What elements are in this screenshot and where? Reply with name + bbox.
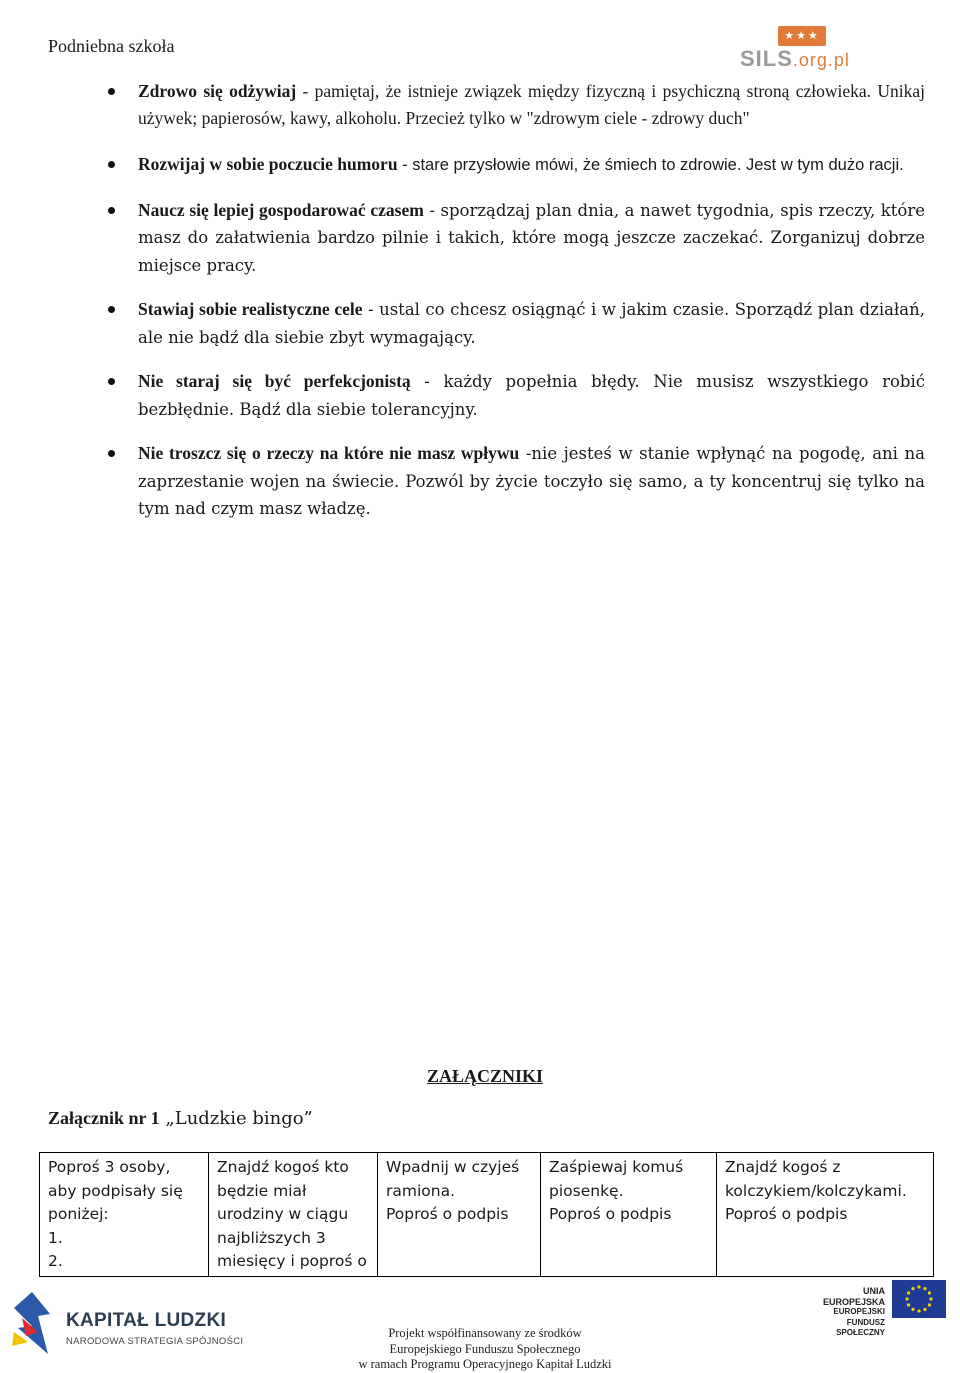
eu-star-icon — [911, 1287, 914, 1290]
page-header-title: Podniebna szkoła — [48, 36, 175, 56]
tip-heading: Nie troszcz się o rzeczy na które nie masz wpływu — [138, 443, 520, 463]
bingo-cell — [40, 1153, 209, 1277]
bingo-cell — [717, 1153, 934, 1277]
cell-line: aby podpisały się — [48, 1181, 183, 1200]
cell-line: ramiona. — [386, 1181, 456, 1200]
cell-line: Poproś o podpis — [549, 1205, 672, 1223]
cell-line: 2. — [48, 1252, 63, 1270]
funding-line: Europejskiego Funduszu Społecznego — [389, 1341, 581, 1356]
tip-item — [108, 78, 925, 131]
eu-star-icon — [905, 1297, 908, 1300]
eu-flag-icon — [892, 1280, 946, 1318]
kapital-ludzki-subtitle: NARODOWA STRATEGIA SPÓJNOŚCI — [66, 1336, 244, 1347]
bullet-icon — [108, 161, 115, 168]
cell-line: Wpadnij w czyjeś — [386, 1158, 520, 1176]
cell-line: Znajdź kogoś kto — [217, 1158, 349, 1176]
tips-list — [108, 78, 925, 540]
table-row — [40, 1153, 934, 1277]
tip-item — [108, 440, 925, 523]
cell-line: piosenkę. — [549, 1181, 624, 1200]
cell-line: Znajdź kogoś z — [725, 1158, 841, 1176]
sils-logo — [740, 24, 860, 76]
tip-text: - pamiętaj, że istnieje związek między fizyczną i psychiczną stroną człowieka. Unikaj używek; papierosów, kawy, alkoholu. Przecież tylko w "zdrowym ciele - zdrowy duch" — [138, 81, 925, 128]
bullet-icon — [108, 378, 115, 385]
attachments-title: ZAŁĄCZNIKI — [426, 1066, 544, 1086]
tip-heading: Zdrowo się odżywiaj — [138, 81, 297, 101]
cell-line: poniżej: — [48, 1205, 109, 1223]
cell-line: miesięcy i poproś o — [217, 1252, 367, 1270]
cell-line: najbliższych 3 — [217, 1228, 326, 1247]
eu-star-icon — [917, 1309, 920, 1312]
tip-heading: Nie staraj się być perfekcjonistą — [138, 371, 411, 391]
tip-heading: Rozwijaj w sobie poczucie humoru — [138, 154, 398, 174]
eu-fund-line: FUNDUSZ SPOŁECZNY — [836, 1317, 885, 1337]
attachment-label — [48, 1108, 313, 1129]
eu-star-icon — [923, 1308, 926, 1311]
bingo-cell — [209, 1153, 378, 1277]
bullet-icon — [108, 306, 115, 313]
cell-line: urodziny w ciągu — [217, 1205, 349, 1223]
kapital-ludzki-star-icon — [8, 1288, 56, 1358]
tip-text: - ustal co chcesz osiągnąć i w jakim czasie. Sporządź plan działań, ale nie bądź dla siebie zbyt wymagający. — [138, 300, 925, 347]
kapital-ludzki-logo — [8, 1288, 248, 1358]
cell-line: kolczykiem/kolczykami. — [725, 1181, 907, 1200]
eu-logo — [805, 1280, 955, 1337]
bullet-icon — [108, 88, 115, 95]
eu-star-icon — [923, 1287, 926, 1290]
logo-stars-icon: ★★★ — [778, 26, 826, 46]
tip-text: - każdy popełnia błędy. Nie musisz wszystkiego robić bezbłędnie. Bądź dla siebie tolerancyjny. — [138, 372, 925, 419]
cell-line: Poproś o podpis — [386, 1205, 509, 1223]
cell-line: Poproś o podpis — [725, 1205, 848, 1223]
tip-text: - sporządzaj plan dnia, a nawet tygodnia, spis rzeczy, które masz do załatwienia bardzo pilnie i takich, które mogą jeszcze zaczekać. Zorganizuj dobrze miejsce pracy. — [138, 200, 925, 275]
logo-domain: .org.pl — [792, 50, 850, 70]
bullet-icon — [108, 207, 115, 214]
eu-star-icon — [911, 1308, 914, 1311]
logo-text: SILS — [740, 46, 793, 71]
attachment-name: „Ludzkie bingo” — [159, 1108, 313, 1129]
cell-line: Poproś 3 osoby, — [48, 1158, 171, 1176]
tip-item — [108, 368, 925, 423]
eu-name: UNIA EUROPEJSKA — [822, 1286, 885, 1307]
eu-star-icon — [928, 1291, 931, 1294]
tip-text: - stare przysłowie mówi, że śmiech to zdrowie. Jest w tym dużo racji. — [397, 156, 904, 174]
funding-line: Projekt współfinansowany ze środków — [388, 1326, 582, 1340]
tip-item — [108, 197, 925, 280]
bingo-table — [39, 1152, 934, 1277]
attachment-number: Załącznik nr 1 — [48, 1108, 160, 1128]
eu-fund-line: EUROPEJSKI — [833, 1307, 885, 1316]
eu-star-icon — [907, 1303, 910, 1306]
tip-heading: Naucz się lepiej gospodarować czasem — [138, 199, 424, 220]
cell-line: będzie miał — [217, 1181, 307, 1200]
bullet-icon — [108, 450, 115, 457]
tip-text: -nie jesteś w stanie wpłynąć na pogodę, ani na zaprzestanie wojen na świecie. Pozwól by życie toczyło się samo, a ty koncentruj się tylko na tym nad czym masz władzę. — [138, 444, 925, 518]
funding-line: w ramach Programu Operacyjnego Kapitał Ludzki — [358, 1357, 612, 1371]
funding-note — [300, 1326, 670, 1373]
tip-heading: Stawiaj sobie realistyczne cele — [138, 299, 363, 319]
eu-star-icon — [907, 1291, 910, 1294]
tip-item — [108, 151, 925, 179]
cell-line: Zaśpiewaj komuś — [549, 1158, 684, 1176]
bingo-cell — [378, 1153, 541, 1277]
eu-star-icon — [928, 1303, 931, 1306]
page-footer — [0, 1280, 960, 1369]
eu-star-icon — [917, 1285, 920, 1288]
cell-line: 1. — [48, 1228, 63, 1247]
eu-star-icon — [929, 1297, 932, 1300]
kapital-ludzki-name: KAPITAŁ LUDZKI — [66, 1310, 227, 1331]
tip-item — [108, 296, 925, 351]
bingo-cell — [541, 1153, 717, 1277]
